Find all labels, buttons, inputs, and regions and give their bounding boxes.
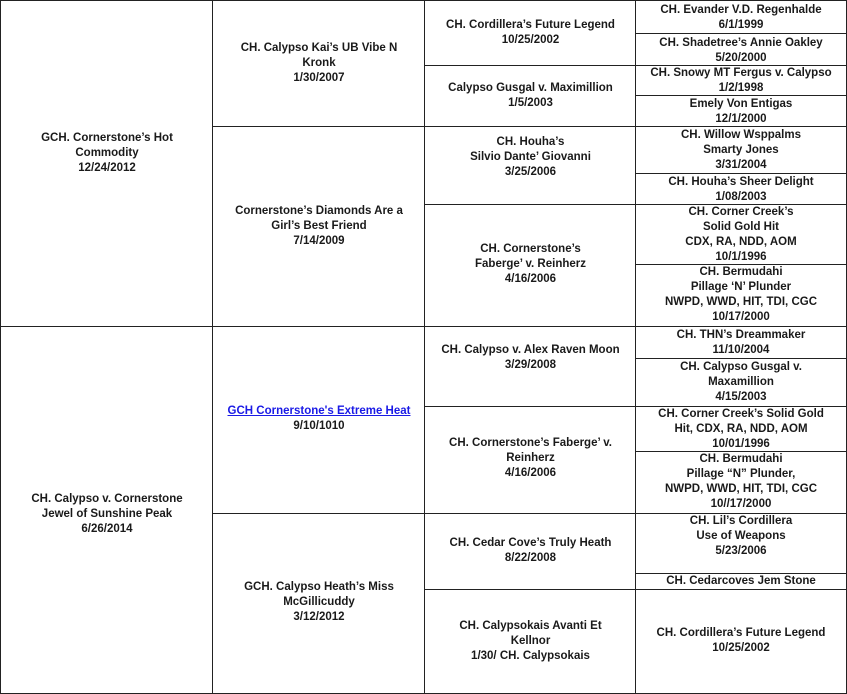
gen4-12-line-4: 10//17/2000 bbox=[710, 498, 772, 510]
gen3-3-line-1: CH. Houha’s bbox=[496, 136, 565, 148]
gen2-cell-1 bbox=[212, 0, 425, 127]
gen4-cell-9 bbox=[635, 326, 847, 359]
gen4-cell-14 bbox=[635, 573, 847, 590]
gen4-7-line-1: CH. Corner Creek’s bbox=[688, 206, 794, 218]
gen4-text-5 bbox=[681, 128, 801, 173]
sire-name-line-2: Commodity bbox=[75, 147, 139, 159]
sire-cell bbox=[0, 0, 213, 327]
gen3-7-line-2: 8/22/2008 bbox=[504, 552, 557, 564]
gen4-10-line-1: CH. Calypso Gusgal v. bbox=[680, 361, 802, 373]
gen3-cell-5 bbox=[424, 326, 636, 407]
gen4-text-2 bbox=[659, 36, 822, 66]
gen4-11-line-2: Hit, CDX, RA, NDD, AOM bbox=[674, 423, 808, 435]
gen2-text-1 bbox=[241, 41, 398, 86]
gen3-4-line-2: Faberge’ v. Reinherz bbox=[475, 258, 586, 270]
gen4-text-6 bbox=[668, 175, 813, 205]
gen4-text-9 bbox=[677, 328, 806, 358]
gen3-1-line-1: CH. Cordillera’s Future Legend bbox=[446, 19, 615, 31]
gen4-text-15 bbox=[657, 626, 826, 656]
gen4-cell-12 bbox=[635, 451, 847, 514]
gen4-cell-1 bbox=[635, 0, 847, 34]
gen3-text-5 bbox=[441, 343, 619, 373]
gen4-text-7 bbox=[685, 205, 796, 265]
gen4-cell-15 bbox=[635, 589, 847, 694]
gen4-8-line-2: Pillage ‘N’ Plunder bbox=[690, 281, 792, 293]
gen2-2-line-3: 7/14/2009 bbox=[293, 235, 345, 247]
gen4-text-13 bbox=[690, 514, 792, 559]
gen2-text-3 bbox=[228, 404, 411, 434]
gen4-12-line-1: CH. Bermudahi bbox=[699, 453, 783, 465]
gen3-6-line-1: CH. Cornerstone’s Faberge’ v. bbox=[449, 437, 612, 449]
dam-text bbox=[31, 492, 182, 537]
dam-name-line-2: Jewel of Sunshine Peak bbox=[41, 507, 173, 520]
gen4-1-line-1: CH. Evander V.D. Regenhalde bbox=[660, 4, 822, 16]
gen3-cell-7 bbox=[424, 513, 636, 590]
gen3-7-line-1: CH. Cedar Cove’s Truly Heath bbox=[449, 537, 612, 549]
gen4-6-line-2: 1/08/2003 bbox=[715, 191, 767, 203]
gen4-15-line-2: 10/25/2002 bbox=[712, 642, 770, 654]
gen3-text-4 bbox=[475, 242, 586, 287]
gen3-text-8 bbox=[459, 619, 601, 664]
gen4-7-line-3: CDX, RA, NDD, AOM bbox=[685, 236, 797, 248]
gen4-cell-6 bbox=[635, 173, 847, 205]
gen4-text-1 bbox=[660, 3, 821, 33]
gen3-text-3 bbox=[470, 135, 591, 180]
gen4-cell-10 bbox=[635, 358, 847, 407]
gen2-4-line-2: McGillicuddy bbox=[283, 596, 355, 608]
sire-name-line-1: GCH. Cornerstone’s Hot bbox=[41, 132, 173, 144]
gen4-cell-5 bbox=[635, 126, 847, 174]
gen2-4-line-3: 3/12/2012 bbox=[293, 611, 345, 623]
gen3-text-1 bbox=[446, 18, 615, 48]
gen4-12-line-3: NWPD, WWD, HIT, TDI, CGC bbox=[664, 483, 818, 495]
gen4-6-line-1: CH. Houha’s Sheer Delight bbox=[668, 176, 814, 188]
gen4-1-line-2: 6/1/1999 bbox=[718, 19, 764, 31]
gen4-13-line-2: Use of Weapons bbox=[696, 530, 786, 542]
gen4-8-line-3: NWPD, WWD, HIT, TDI, CGC bbox=[664, 296, 818, 308]
gen2-3-line-2: 9/10/1010 bbox=[293, 420, 345, 432]
gen4-13-line-1: CH. Lil’s Cordillera bbox=[689, 515, 793, 527]
gen3-5-line-2: 3/29/2008 bbox=[504, 359, 557, 371]
gen4-3-line-1: CH. Snowy MT Fergus v. Calypso bbox=[650, 67, 832, 79]
gen4-5-line-1: CH. Willow Wsppalms bbox=[680, 129, 801, 141]
gen3-cell-8 bbox=[424, 589, 636, 694]
gen3-cell-3 bbox=[424, 126, 636, 205]
gen4-15-line-1: CH. Cordillera’s Future Legend bbox=[656, 627, 826, 639]
gen4-7-line-4: 10/1/1996 bbox=[715, 251, 767, 263]
gen4-4-line-1: Emely Von Entigas bbox=[689, 98, 793, 110]
gen4-text-14 bbox=[666, 574, 816, 589]
dam-birth-date: 6/26/2014 bbox=[81, 522, 133, 535]
gen2-2-line-2: Girl’s Best Friend bbox=[271, 220, 367, 232]
gen2-text-2 bbox=[235, 204, 403, 249]
gen3-6-line-2: Reinherz bbox=[506, 452, 555, 464]
gen2-cell-2 bbox=[212, 126, 425, 327]
gen4-cell-2 bbox=[635, 33, 847, 66]
gen4-12-line-2: Pillage “N” Plunder, bbox=[686, 468, 796, 480]
gen3-8-line-2: Kellnor bbox=[510, 635, 551, 647]
extreme-heat-link[interactable]: GCH Cornerstone's Extreme Heat bbox=[227, 405, 411, 417]
gen3-text-2 bbox=[448, 81, 613, 111]
gen4-13-line-3: 5/23/2006 bbox=[715, 545, 767, 557]
gen4-5-line-2: Smarty Jones bbox=[703, 144, 779, 156]
gen4-4-line-2: 12/1/2000 bbox=[715, 113, 767, 125]
gen3-5-line-1: CH. Calypso v. Alex Raven Moon bbox=[441, 344, 620, 356]
gen4-10-line-2: Maxamillion bbox=[708, 376, 774, 388]
gen4-14-line-1: CH. Cedarcoves Jem Stone bbox=[666, 575, 816, 587]
gen4-text-4 bbox=[690, 97, 793, 127]
gen3-1-line-2: 10/25/2002 bbox=[501, 34, 560, 46]
gen3-3-line-2: Silvio Dante’ Giovanni bbox=[470, 151, 591, 163]
gen4-9-line-1: CH. THN’s Dreammaker bbox=[676, 329, 806, 341]
gen4-text-8 bbox=[665, 265, 817, 325]
dam-cell bbox=[0, 326, 213, 694]
gen2-text-4 bbox=[244, 580, 394, 625]
dam-name-line-1: CH. Calypso v. Cornerstone bbox=[31, 492, 183, 505]
gen4-cell-8 bbox=[635, 264, 847, 327]
gen4-10-line-3: 4/15/2003 bbox=[715, 391, 767, 403]
sire-text bbox=[41, 131, 173, 176]
gen4-cell-13 bbox=[635, 513, 847, 574]
gen3-2-line-1: Calypso Gusgal v. Maximillion bbox=[448, 82, 613, 94]
gen4-cell-11 bbox=[635, 406, 847, 452]
gen2-1-line-2: Kronk bbox=[302, 57, 336, 69]
gen2-2-line-1: Cornerstone’s Diamonds Are a bbox=[235, 205, 403, 217]
gen3-6-line-3: 4/16/2006 bbox=[504, 467, 557, 479]
gen4-cell-4 bbox=[635, 95, 847, 127]
gen4-2-line-2: 5/20/2000 bbox=[715, 52, 767, 64]
gen3-cell-1 bbox=[424, 0, 636, 66]
gen3-cell-6 bbox=[424, 406, 636, 514]
gen4-text-12 bbox=[665, 452, 817, 512]
gen4-8-line-1: CH. Bermudahi bbox=[699, 266, 783, 278]
gen3-8-line-3: 1/30/ CH. Calypsokais bbox=[471, 650, 590, 662]
gen3-4-line-3: 4/16/2006 bbox=[504, 273, 557, 285]
gen3-4-line-1: CH. Cornerstone’s bbox=[480, 243, 581, 255]
gen2-1-line-3: 1/30/2007 bbox=[293, 72, 345, 84]
gen4-cell-3 bbox=[635, 65, 847, 96]
gen2-4-line-1: GCH. Calypso Heath’s Miss bbox=[244, 581, 394, 593]
gen3-text-7 bbox=[450, 536, 612, 566]
gen4-2-line-1: CH. Shadetree’s Annie Oakley bbox=[659, 37, 823, 49]
gen4-8-line-4: 10/17/2000 bbox=[712, 311, 770, 323]
gen4-text-3 bbox=[650, 66, 831, 96]
gen4-3-line-2: 1/2/1998 bbox=[718, 82, 764, 94]
gen3-text-6 bbox=[449, 436, 612, 481]
sire-birth-date: 12/24/2012 bbox=[78, 162, 136, 174]
gen2-1-line-1: CH. Calypso Kai’s UB Vibe N bbox=[240, 42, 398, 54]
gen4-text-11 bbox=[658, 407, 824, 452]
gen3-3-line-3: 3/25/2006 bbox=[504, 166, 557, 178]
gen2-cell-4 bbox=[212, 513, 425, 694]
gen3-cell-4 bbox=[424, 204, 636, 327]
gen4-cell-7 bbox=[635, 204, 847, 265]
gen3-2-line-2: 1/5/2003 bbox=[508, 97, 553, 109]
gen2-cell-3 bbox=[212, 326, 425, 514]
gen4-11-line-3: 10/01/1996 bbox=[712, 438, 770, 450]
gen4-11-line-1: CH. Corner Creek’s Solid Gold bbox=[658, 408, 824, 420]
gen4-7-line-2: Solid Gold Hit bbox=[702, 221, 779, 233]
gen3-cell-2 bbox=[424, 65, 636, 127]
gen4-5-line-3: 3/31/2004 bbox=[715, 159, 767, 171]
gen4-9-line-2: 11/10/2004 bbox=[712, 344, 770, 356]
gen3-8-line-1: CH. Calypsokais Avanti Et bbox=[459, 620, 602, 632]
gen4-text-10 bbox=[680, 360, 802, 405]
